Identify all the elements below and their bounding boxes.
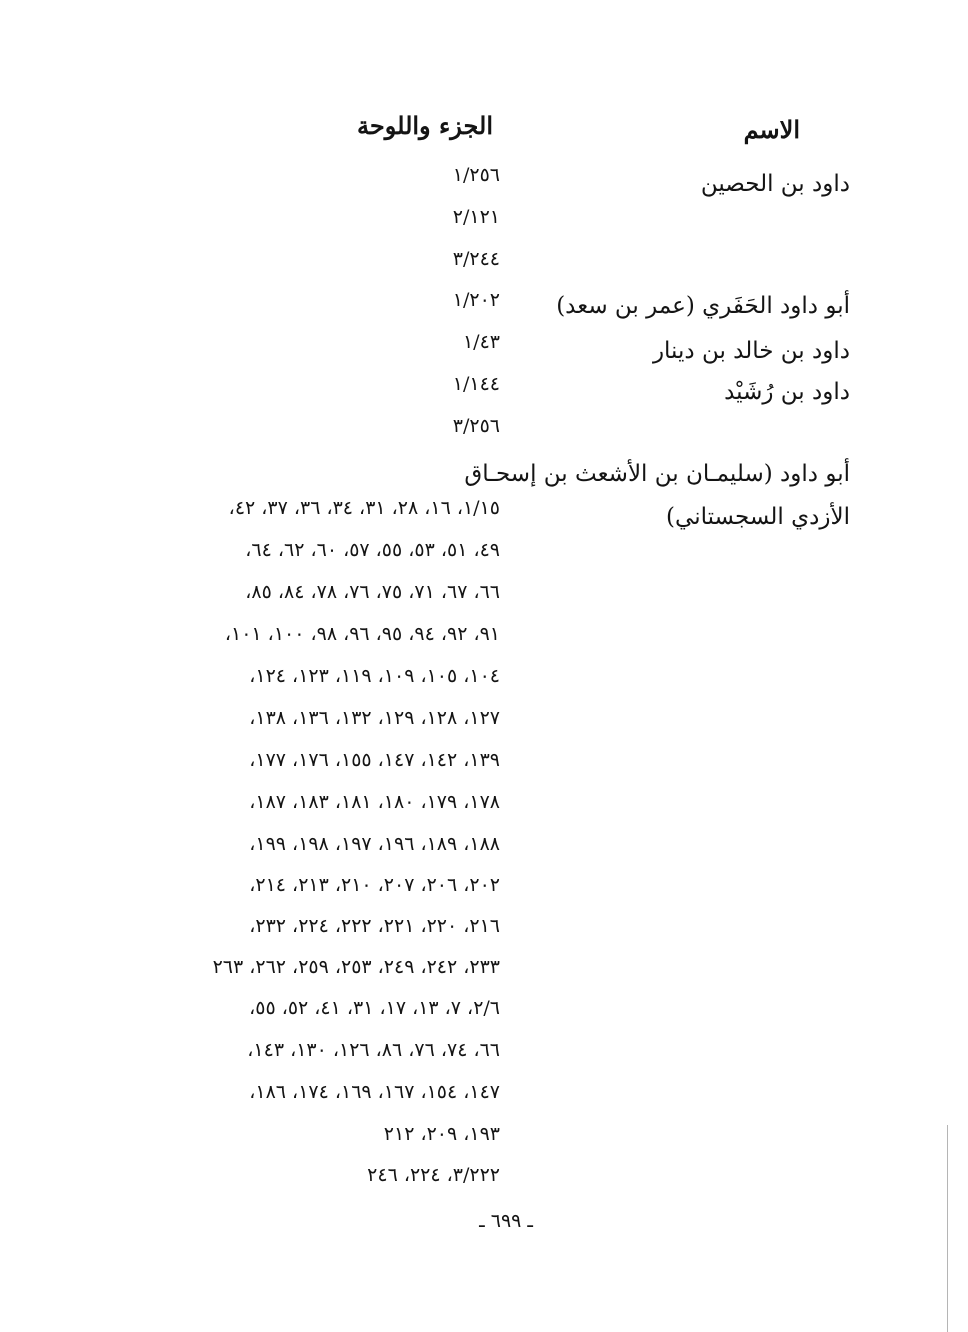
entry-ref-line: ١٠٤، ١٠٥، ١٠٩، ١١٩، ١٢٣، ١٢٤، xyxy=(249,665,500,687)
entry-name-line: أبو داود (سليمـان بن الأشعث بن إسحـاق xyxy=(464,461,850,487)
column-header-volume-plate: الجزء واللوحة xyxy=(357,111,493,140)
page-edge-line xyxy=(947,1125,948,1332)
entry-ref-line: ١٩٣، ٢٠٩، ٢١٢ xyxy=(383,1123,500,1145)
entry-ref: ٣/٢٥٦ xyxy=(452,415,500,437)
page-number: ـ ٦٩٩ ـ xyxy=(479,1210,533,1232)
column-header-name: الاسم xyxy=(743,115,800,144)
entry-ref-line: ٢٠٢، ٢٠٦، ٢٠٧، ٢١٠، ٢١٣، ٢١٤، xyxy=(249,874,500,896)
entry-name-line: الأزدي السجستاني) xyxy=(666,504,850,530)
entry-ref: ٢/١٢١ xyxy=(452,206,500,228)
entry-ref-line: ١٢٧، ١٢٨، ١٢٩، ١٣٢، ١٣٦، ١٣٨، xyxy=(249,707,500,729)
entry-ref-line: ٢٣٣، ٢٤٢، ٢٤٩، ٢٥٣، ٢٥٩، ٢٦٢، ٢٦٣ xyxy=(212,956,500,978)
entry-ref: ١/٢٠٢ xyxy=(452,289,500,311)
entry-ref-line: ١٧٨، ١٧٩، ١٨٠، ١٨١، ١٨٣، ١٨٧، xyxy=(249,791,500,813)
entry-name: داود بن الحصين xyxy=(700,171,850,197)
entry-ref-line: ٦٦، ٦٧، ٧١، ٧٥، ٧٦، ٧٨، ٨٤، ٨٥، xyxy=(245,581,500,603)
entry-ref: ٣/٢٤٤ xyxy=(452,248,500,270)
entry-ref-line: ١٤٧، ١٥٤، ١٦٧، ١٦٩، ١٧٤، ١٨٦، xyxy=(249,1081,500,1103)
entry-name: أبو داود الحَفَري (عمر بن سعد) xyxy=(556,293,850,319)
entry-ref-line: ٦٦، ٧٤، ٧٦، ٨٦، ١٢٦، ١٣٠، ١٤٣، xyxy=(247,1039,500,1061)
entry-ref: ١/٤٣ xyxy=(462,331,500,353)
entry-ref-line: ١٣٩، ١٤٢، ١٤٧، ١٥٥، ١٧٦، ١٧٧، xyxy=(249,749,500,771)
entry-name: داود بن رُشَيْد xyxy=(724,379,850,405)
entry-name: داود بن خالد بن دينار xyxy=(652,338,850,364)
entry-ref: ١/١٤٤ xyxy=(452,373,500,395)
entry-ref: ١/٢٥٦ xyxy=(452,164,500,186)
entry-ref-line: ٤٩، ٥١، ٥٣، ٥٥، ٥٧، ٦٠، ٦٢، ٦٤، xyxy=(245,539,500,561)
entry-ref-line: ٢/٦، ٧، ١٣، ١٧، ٣١، ٤١، ٥٢، ٥٥، xyxy=(249,997,500,1019)
entry-ref-line: ٢١٦، ٢٢٠، ٢٢١، ٢٢٢، ٢٢٤، ٢٣٢، xyxy=(249,915,500,937)
entry-ref-line: ١/١٥، ١٦، ٢٨، ٣١، ٣٤، ٣٦، ٣٧، ٤٢، xyxy=(228,497,500,519)
entry-ref-line: ١٨٨، ١٨٩، ١٩٦، ١٩٧، ١٩٨، ١٩٩، xyxy=(249,833,500,855)
entry-ref-line: ٩١، ٩٢، ٩٤، ٩٥، ٩٦، ٩٨، ١٠٠، ١٠١، xyxy=(224,623,500,645)
entry-ref-line: ٣/٢٢٢، ٢٢٤، ٢٤٦ xyxy=(367,1164,500,1186)
